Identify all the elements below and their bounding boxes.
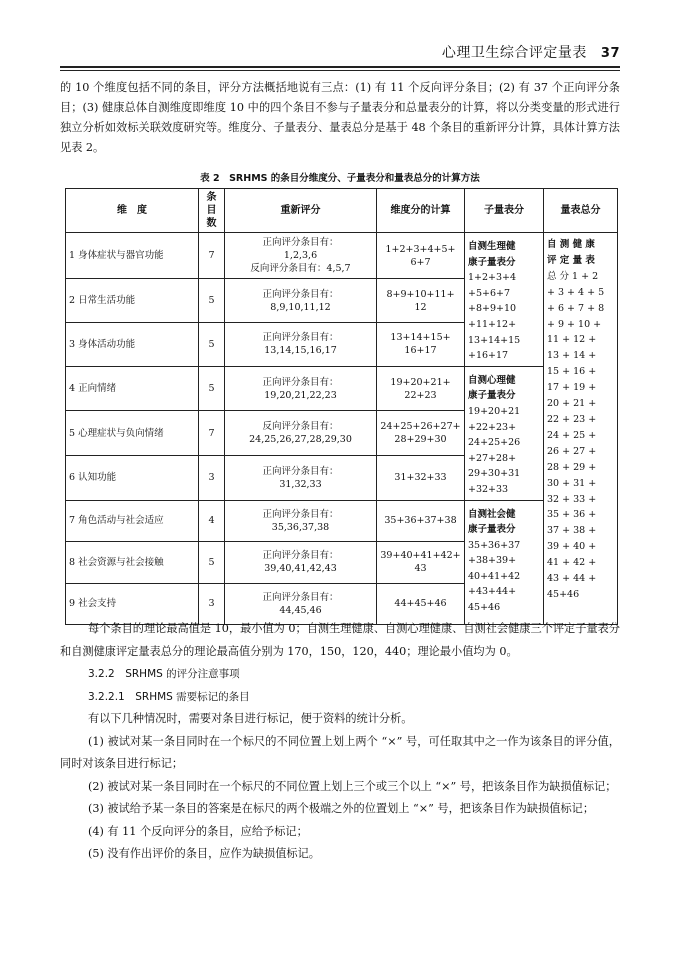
rescore-line: 35,36,37,38 [271,521,330,533]
scoring-table [65,188,618,625]
total-line: + 3 + 4 + 5 [547,286,605,298]
dim-score-cell [377,323,465,367]
section-heading-3-2-2-1: 3.2.2.1 SRHMS 需要标记的条目 [88,690,250,703]
table-row [66,233,618,279]
col-header-count: 条目数 [199,189,225,233]
book-title: 心理卫生综合评定量表 [441,45,587,61]
item-count: 5 [199,542,225,584]
rescore-line: 正向评分条目有： [262,550,339,562]
total-line: 35 + 36 + [547,509,597,521]
subscale-line: 29+30+31 [468,468,521,480]
rescore-line: 19,20,21,22,23 [264,389,337,401]
table-caption: 表 2 SRHMS 的条目分维度分、子量表分和量表总分的计算方法 [200,173,480,184]
body-text [60,618,620,866]
total-line: 20 + 21 + [547,398,597,410]
total-line: 17 + 19 + [547,382,597,394]
item-count: 5 [199,279,225,323]
dimension-name: 8 社会资源与社会接触 [66,542,199,584]
subscale-line: 13+14+15 [468,334,521,346]
list-item: (4) 有 11 个反向评分的条目，应给予标记； [88,824,308,838]
subscale-line: +11+12+ [468,318,517,330]
dim-score-line: 43 [414,563,427,575]
dim-score-line: 6+7 [410,256,431,268]
rescore-cell [225,411,377,456]
list-item: (5) 没有作出评价的条目，应作为缺损值标记。 [88,847,320,860]
rescore-line: 39,40,41,42,43 [264,563,337,575]
subscale-line: +22+23+ [468,421,517,433]
rescore-line: 1,2,3,6 [283,250,318,262]
rescore-line: 44,45,46 [279,604,322,616]
dim-score-line: 1+2+3+4+5+ [385,243,456,255]
total-line: 41 + 42 + [547,557,597,569]
subscale-line: +5+6+7 [468,287,511,299]
dim-score-line: 16+17 [404,345,437,357]
total-line: 13 + 14 + [547,350,597,362]
subscale-title: 自测生理健 [468,241,516,252]
table-header-row [66,189,618,233]
dim-score-cell [377,279,465,323]
item-count: 3 [199,583,225,625]
item-count: 7 [199,411,225,456]
rescore-line: 正向评分条目有： [262,465,339,477]
rescore-line: 正向评分条目有： [262,288,339,300]
dim-score-line: 22+23 [404,389,437,401]
subscale-line: 24+25+26 [468,437,521,449]
rescore-cell [225,542,377,584]
subscale-line: 45+46 [468,602,501,614]
total-line: 37 + 38 + [547,525,597,537]
dimension-name: 1 身体症状与器官功能 [66,233,199,279]
item-count: 3 [199,455,225,500]
dim-score-line: 24+25+26+27+ [380,421,461,433]
dim-score-cell [377,366,465,411]
subscale-mental [465,366,544,500]
rescore-cell [225,366,377,411]
list-item: (3) 被试给予某一条目的答案是在标尺的两个极端之外的位置划上 “×” 号，把该条目作为缺损值标记； [88,802,595,815]
subscale-line: 19+20+21 [468,405,521,417]
paragraph-intro-marking: 有以下几种情况时，需要对条目进行标记，便于资料的统计分析。 [88,712,413,725]
dimension-name: 2 日常生活功能 [66,279,199,323]
col-header-dim-score: 维度分的计算 [377,189,465,233]
rescore-line: 31,32,33 [279,478,322,490]
subscale-line: 40+41+42 [468,570,521,582]
dim-score-line: 31+32+33 [394,472,447,484]
total-line: + 9 + 10 + [547,318,602,330]
subscale-line: +8+9+10 [468,303,517,315]
col-header-rescore: 重新评分 [225,189,377,233]
dim-score-cell [377,542,465,584]
total-line: 11 + 12 + [547,334,597,346]
subscale-social [465,500,544,625]
dimension-name: 5 心理症状与负向情绪 [66,411,199,456]
dim-score-line: 19+20+21+ [390,376,451,388]
dim-score-line: 28+29+30 [394,434,447,446]
rescore-line: 反向评分条目有：4,5,7 [250,263,351,275]
subscale-line: +16+17 [468,350,509,362]
rescore-cell [225,455,377,500]
subscale-title: 康子量表分 [468,390,516,402]
col-header-dimension: 维 度 [66,189,199,233]
total-line: 30 + 31 + [547,477,597,489]
dim-score-line: 35+36+37+38 [384,515,457,527]
rescore-line: 正向评分条目有： [262,508,339,520]
rescore-line: 正向评分条目有： [262,591,339,603]
dim-score-line: 8+9+10+11+ [386,288,455,300]
table-row [66,500,618,542]
subscale-title: 自测社会健 [468,508,516,520]
item-count: 5 [199,323,225,367]
dimension-name: 9 社会支持 [66,583,199,625]
total-line: 45+46 [547,588,580,600]
rescore-line: 13,14,15,16,17 [264,345,337,357]
dim-score-line: 12 [414,301,427,313]
dim-score-line: 13+14+15+ [390,332,451,344]
dimension-name: 7 角色活动与社会适应 [66,500,199,542]
total-line: 总 分 1 + 2 [547,270,599,282]
total-line: 自 测 健 康 [547,239,595,250]
dimension-name: 4 正向情绪 [66,366,199,411]
subscale-line: +38+39+ [468,555,517,567]
rescore-line: 8,9,10,11,12 [270,301,331,313]
item-count: 7 [199,233,225,279]
item-count: 4 [199,500,225,542]
total-line: + 6 + 7 + 8 [547,302,605,314]
running-header [60,42,620,62]
item-count: 5 [199,366,225,411]
subscale-line: 35+36+37 [468,539,521,551]
list-item: (2) 被试对某一条目同时在一个标尺的不同位置上划上三个或三个以上 “×” 号，把该条目作为缺损值标记； [88,779,617,793]
total-line: 26 + 27 + [547,445,597,457]
subscale-line: +32+33 [468,483,509,495]
subscale-title: 康子量表分 [468,524,516,536]
total-line: 评 定 量 表 [547,254,595,266]
dim-score-cell [377,233,465,279]
subscale-title: 自测心理健 [468,374,516,386]
rescore-cell [225,323,377,367]
total-line: 15 + 16 + [547,366,597,378]
dimension-name: 3 身体活动功能 [66,323,199,367]
total-line: 24 + 25 + [547,429,597,441]
subscale-line: +43+44+ [468,586,517,598]
total-line: 32 + 33 + [547,493,597,505]
total-score-cell [544,233,618,625]
dim-score-cell [377,411,465,456]
table-row [66,366,618,411]
dim-score-line: 44+45+46 [394,598,447,610]
rescore-line: 反向评分条目有： [262,421,339,433]
dim-score-cell [377,455,465,500]
col-header-sub-score: 子量表分 [465,189,544,233]
rescore-line: 正向评分条目有： [262,332,339,344]
rescore-cell [225,279,377,323]
subscale-line: 1+2+3+4 [468,272,517,284]
subscale-title: 康子量表分 [468,256,516,268]
rescore-cell [225,233,377,279]
section-heading-3-2-2: 3.2.2 SRHMS 的评分注意事项 [88,668,240,680]
total-line: 28 + 29 + [547,461,597,473]
rescore-line: 正向评分条目有： [262,376,339,388]
total-line: 22 + 23 + [547,413,597,425]
total-line: 39 + 40 + [547,541,597,553]
header-rule-thin [60,70,620,71]
list-item: (1) 被试对某一条目同时在一个标尺的不同位置上划上两个 “×” 号，可任取其中之一作为该条目的评分值，同时对该条目进行标记； [60,734,620,770]
intro-paragraph: 的 10 个维度包括不同的条目，评分方法概括地说有三点：(1) 有 11 个反向评分条目；(2) 有 37 个正向评分条目；(3) 健康总体自测维度即维度 10 中的四个条目不参与子量表分和总量表分的计算，将以分类变量的形式进行独立分析如效标关联效度研究等。维度分、子量表分、量表总分是基于 48 个条目的重新评分计算，具体计算方法见表 2。 [60,81,620,154]
col-header-total-score: 量表总分 [544,189,618,233]
total-line: 43 + 44 + [547,573,597,585]
subscale-physical [465,233,544,367]
rescore-line: 24,25,26,27,28,29,30 [249,434,352,446]
dim-score-cell [377,500,465,542]
dim-score-line: 39+40+41+42+ [380,550,461,562]
subscale-line: +27+28+ [468,452,517,464]
rescore-cell [225,500,377,542]
paragraph-max-values: 每个条目的理论最高值是 10，最小值为 0；自测生理健康、自测心理健康、自测社会健康三个评定子量表分和自测健康评定量表总分的理论最高值分别为 170，150，120，440；理论最小值均为 0。 [60,622,620,658]
page-number: 37 [600,46,620,61]
header-rule [60,66,620,68]
dimension-name: 6 认知功能 [66,455,199,500]
rescore-line: 正向评分条目有： [262,237,339,249]
